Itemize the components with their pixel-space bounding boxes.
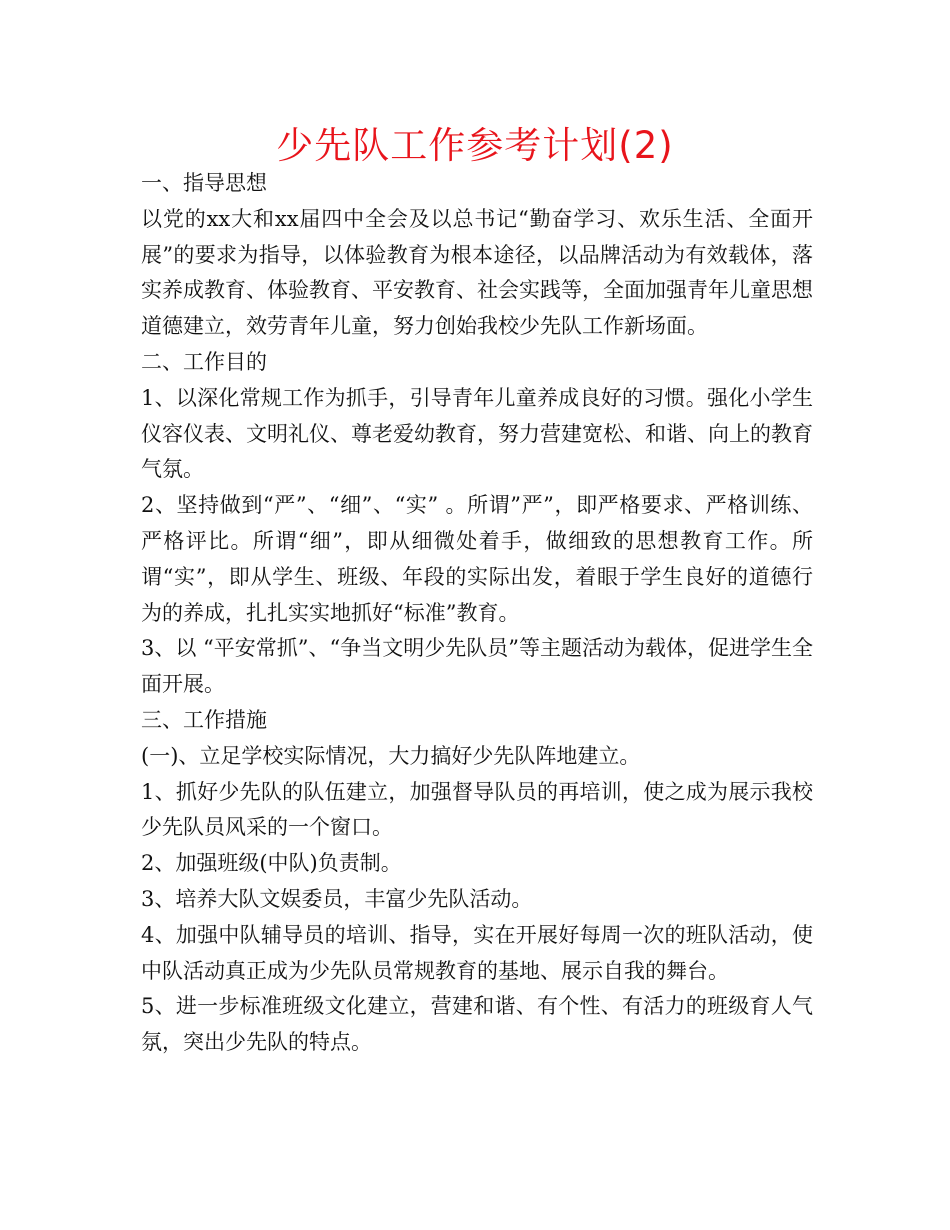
section-heading-guiding-ideology: 一、指导思想 bbox=[141, 171, 267, 195]
section-heading-work-goals: 二、工作目的 bbox=[141, 349, 267, 374]
subsection-heading-1: (一)、立足学校实际情况，大力搞好少先队阵地建立。 bbox=[141, 743, 641, 768]
goal-item-1: 1、以深化常规工作为抓手，引导青年儿童养成良好的习惯。强化小学生仪容仪表、文明礼仪、尊老爱幼教育，努力营建宽松、和谐、向上的教育气氛。 bbox=[141, 385, 813, 482]
paragraph-guiding-ideology: 以党的xx大和xx届四中全会及以总书记“勤奋学习、欢乐生活、全面开展”的要求为指导，以体验教育为根本途径，以品牌活动为有效载体，落实养成教育、体验教育、平安教育、社会实践等，全面加强青年儿童思想道德建立，效劳青年儿童，努力创始我校少先队工作新场面。 bbox=[141, 206, 813, 339]
measure-item-5: 5、进一步标准班级文化建立，营建和谐、有个性、有活力的班级育人气氛，突出少先队的特点。 bbox=[141, 994, 813, 1055]
measure-item-1: 1、抓好少先队的队伍建立，加强督导队员的再培训，使之成为展示我校少先队员风采的一个窗口。 bbox=[141, 779, 813, 840]
document-title: 少先队工作参考计划(2) bbox=[276, 124, 674, 167]
measure-item-4: 4、加强中队辅导员的培训、指导，实在开展好每周一次的班队活动，使中队活动真正成为少先队员常规教育的基地、展示自我的舞台。 bbox=[141, 922, 813, 983]
document-body bbox=[141, 166, 813, 1061]
measure-item-3: 3、培养大队文娱委员，丰富少先队活动。 bbox=[141, 886, 533, 911]
measure-item-2: 2、加强班级(中队)负责制。 bbox=[141, 851, 402, 876]
goal-item-3: 3、以 “平安常抓”、“争当文明少先队员”等主题活动为载体，促进学生全面开展。 bbox=[141, 636, 813, 697]
goal-item-2: 2、坚持做到“严”、“细”、“实” 。所谓”严”，即严格要求、严格训练、严格评比。所谓“细”，即从细微处着手，做细致的思想教育工作。所谓“实”，即从学生、班级、年段的实际出发，着眼于学生良好的道德行为的养成，扎扎实实地抓好“标准”教育。 bbox=[141, 493, 813, 625]
section-heading-work-measures: 三、工作措施 bbox=[141, 707, 267, 732]
